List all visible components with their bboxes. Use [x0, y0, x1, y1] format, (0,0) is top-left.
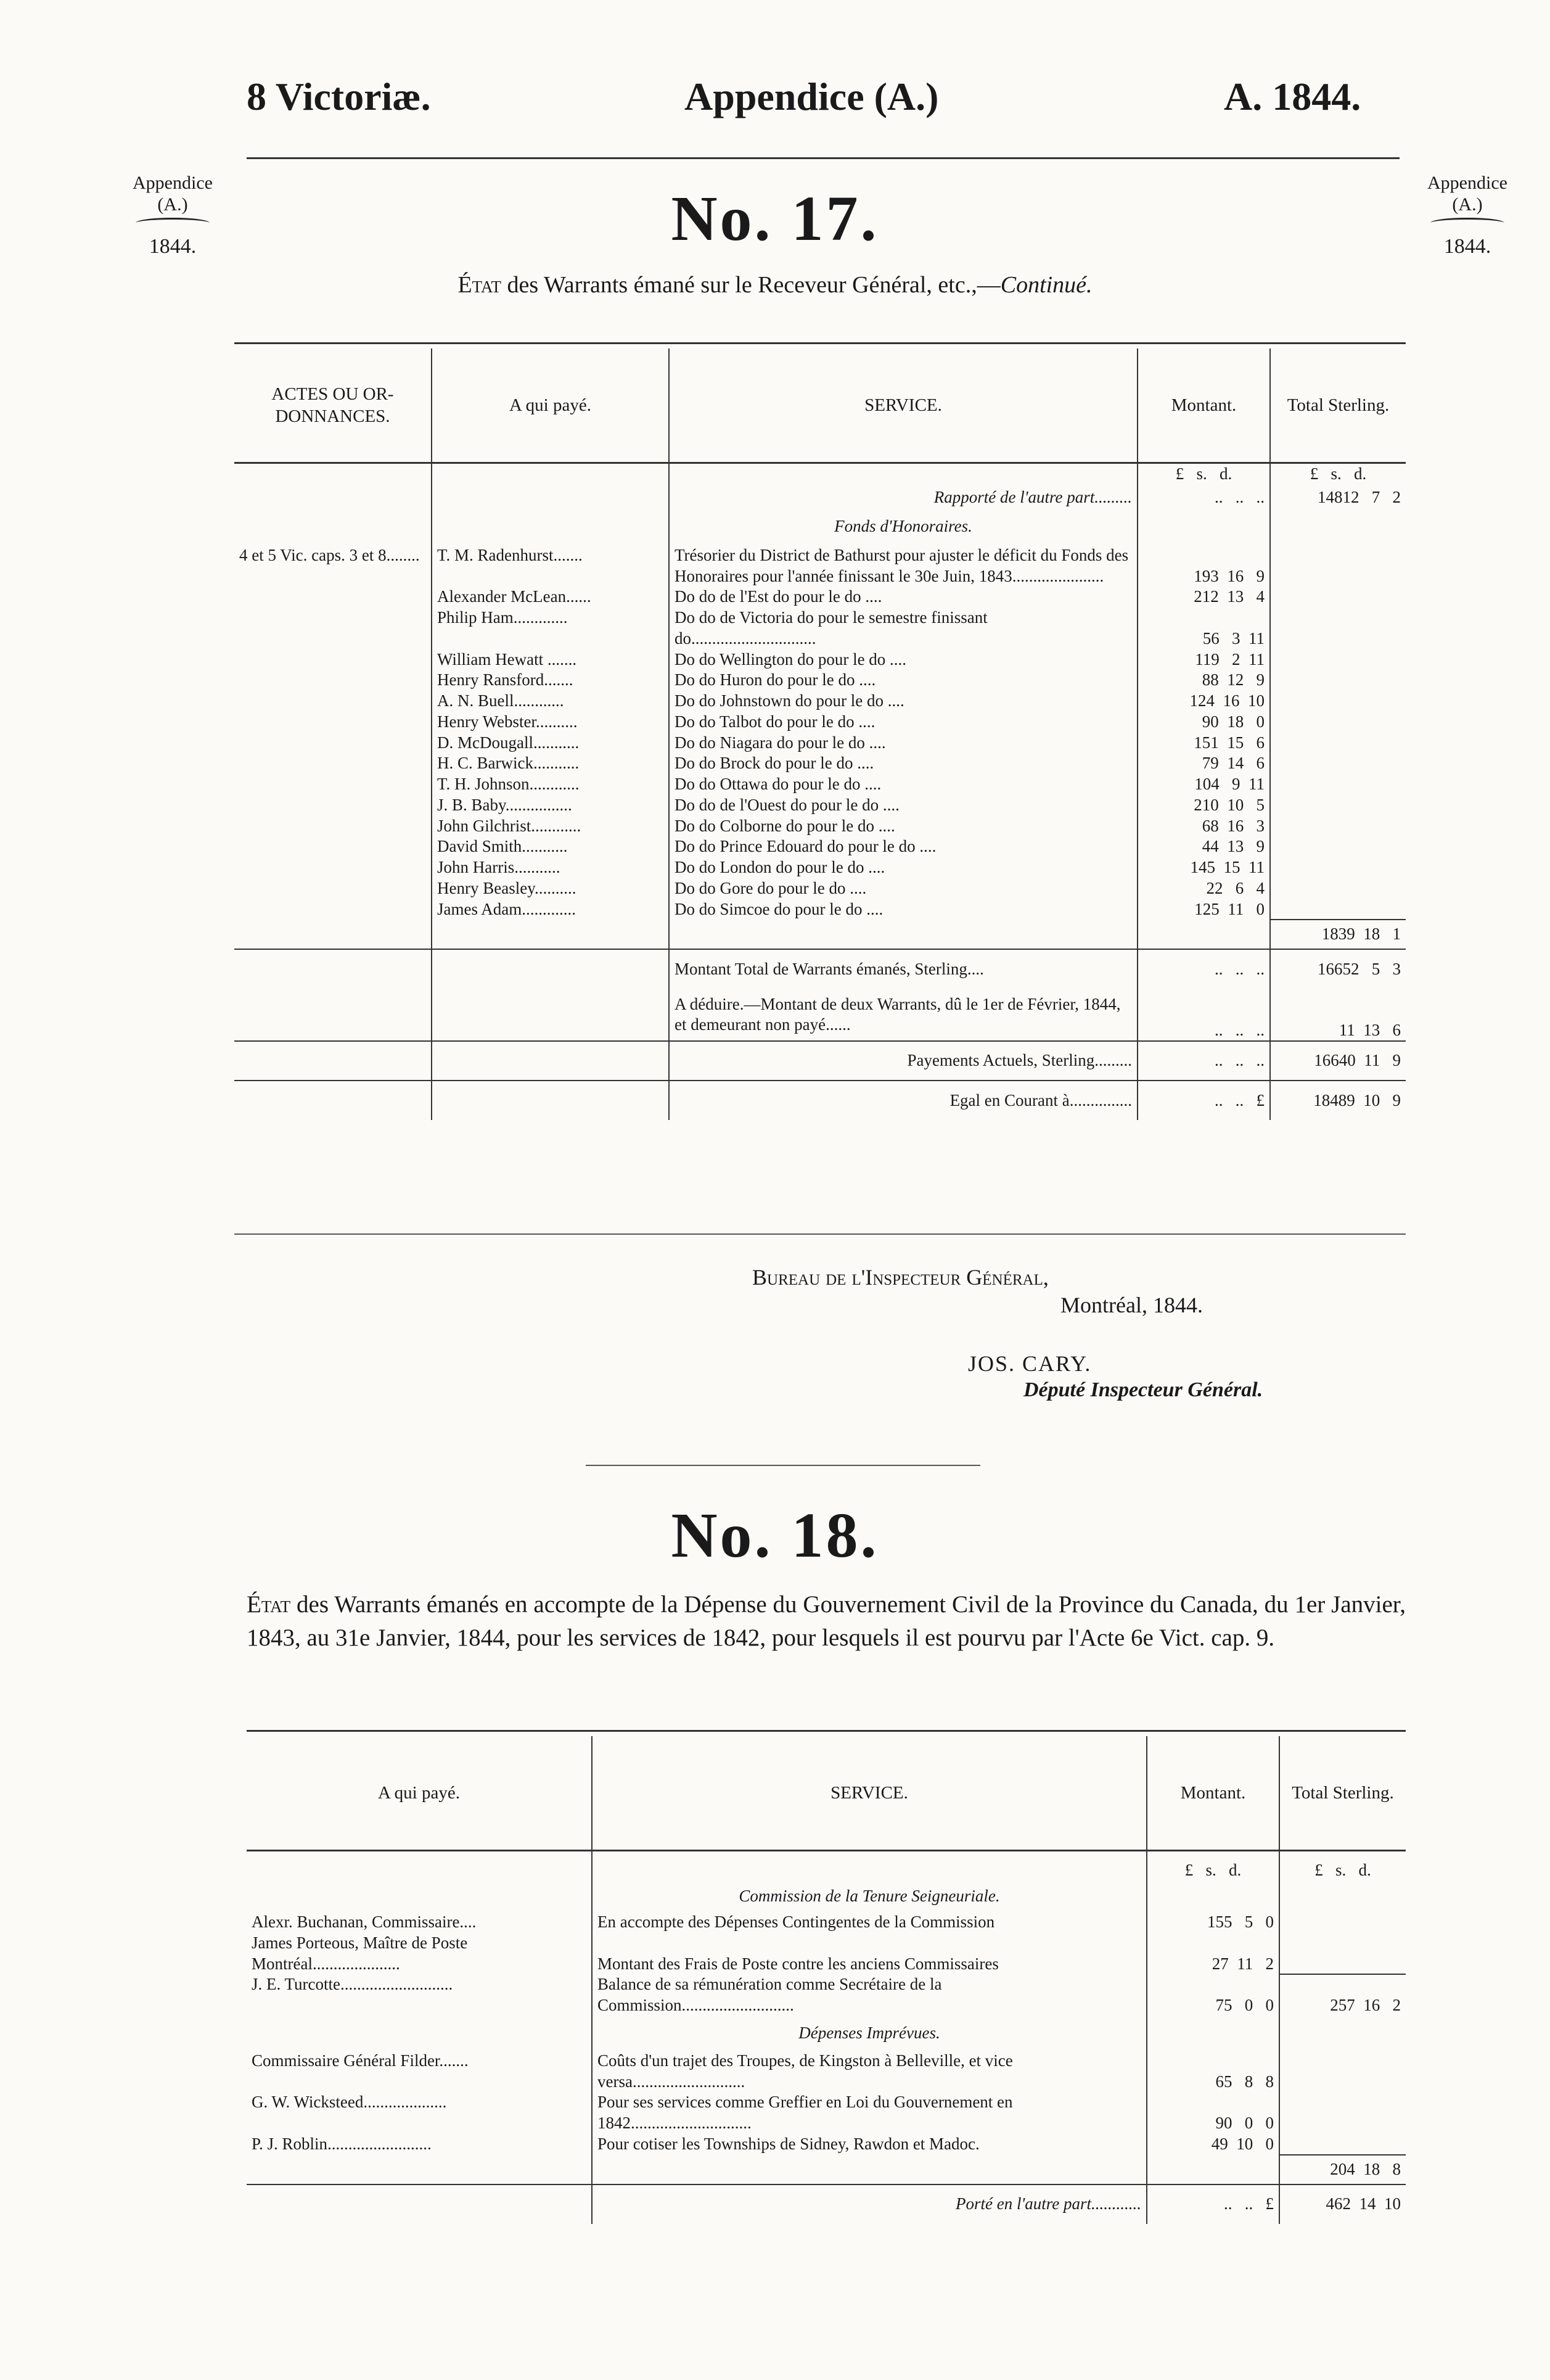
payee-name: Philip Ham............. — [432, 607, 669, 649]
section-18-title — [247, 1588, 1406, 1655]
payements-montant: .. .. .. — [1138, 1041, 1270, 1081]
section-divider — [586, 1465, 980, 1466]
amount: 68 16 3 — [1138, 816, 1270, 837]
service-description: Do do Talbot do pour le do .... — [669, 712, 1138, 733]
depenses-heading: Dépenses Imprévues. — [592, 2016, 1147, 2051]
header-year: A. 1844. — [1224, 75, 1361, 118]
amount: 212 13 4 — [1138, 587, 1270, 607]
side-right-year: 1844. — [1443, 235, 1491, 258]
service-description: Do do Simcoe do pour le do .... — [669, 899, 1138, 920]
payements-value: 16640 11 9 — [1270, 1041, 1406, 1081]
payee-name: Henry Beasley.......... — [432, 878, 669, 899]
porte-montant: .. .. £ — [1147, 2184, 1279, 2224]
payee-name: T. M. Radenhurst....... — [432, 545, 669, 587]
section-17-title-lead: État — [457, 272, 501, 298]
acte-reference: 4 et 5 Vic. caps. 3 et 8........ — [234, 545, 432, 587]
table-17-top-rule — [234, 342, 1406, 344]
payee-name: Henry Webster.......... — [432, 712, 669, 733]
header-appendix: Appendice (A.) — [684, 75, 939, 118]
payee-name: David Smith........... — [432, 836, 669, 857]
amount: 151 15 6 — [1138, 733, 1270, 754]
montant-total-label: Montant Total de Warrants émanés, Sterling.... — [669, 949, 1138, 989]
col-service-header: SERVICE. — [592, 1736, 1147, 1850]
rapporte-total: 14812 7 2 — [1318, 488, 1401, 506]
section-18-title-text: des Warrants émanés en accompte de la Dépense du Gouvernement Civil de la Province du Canada, du 1er Janvier, 1843, au 31e Janvier, 1844, pour les services de 1842, pour lesquels il est pourvu par l'Acte 6e Vict. cap. 9. — [247, 1591, 1406, 1651]
payements-label: Payements Actuels, Sterling......... — [669, 1041, 1138, 1081]
amount: 90 0 0 — [1147, 2092, 1279, 2134]
table-18 — [247, 1736, 1406, 2224]
service-description: Do do London do pour le do .... — [669, 857, 1138, 878]
section-17-title — [0, 271, 1550, 299]
amount: 119 2 11 — [1138, 649, 1270, 670]
rapporte-montant: .. .. .. — [1138, 487, 1270, 508]
payee-name: D. McDougall........... — [432, 733, 669, 754]
payee-name: T. H. Johnson............ — [432, 774, 669, 795]
amount: 27 11 2 — [1147, 1933, 1279, 1975]
porte-label: Porté en l'autre part............ — [592, 2184, 1147, 2224]
amount: 90 18 0 — [1138, 712, 1270, 733]
service-description: Do do de Victoria do pour le semestre finissant do.............................. — [669, 607, 1138, 649]
col-total-header: Total Sterling. — [1279, 1736, 1406, 1850]
amount: 22 6 4 — [1138, 878, 1270, 899]
service-description: Pour cotiser les Townships de Sidney, Rawdon et Madoc. — [592, 2134, 1147, 2155]
payee-name: James Adam............. — [432, 899, 669, 920]
amount: 75 0 0 — [1147, 1974, 1279, 2016]
service-description: Pour ses services comme Greffier en Loi du Gouvernement en 1842............................. — [592, 2092, 1147, 2134]
payee-name: P. J. Roblin......................... — [247, 2134, 592, 2155]
amount: 88 12 9 — [1138, 670, 1270, 691]
payee-name: Commissaire Général Filder....... — [247, 2051, 592, 2093]
deduire-label: A déduire.—Montant de deux Warrants, dû le 1er de Février, 1844, et demeurant non payé...... — [669, 989, 1138, 1041]
amount: 79 14 6 — [1138, 753, 1270, 774]
montant-currency: £ s. d. — [1138, 463, 1270, 487]
payee-name: William Hewatt ....... — [432, 649, 669, 670]
deduire-montant: .. .. .. — [1138, 989, 1270, 1041]
payee-name: James Porteous, Maître de Poste Montréal..................... — [247, 1933, 592, 1975]
service-description: Do do Brock do pour le do .... — [669, 753, 1138, 774]
egal-value: 18489 10 9 — [1270, 1081, 1406, 1120]
section-17-title-continued: Continué. — [1000, 272, 1093, 298]
side-right-line1: Appendice — [1427, 173, 1507, 193]
payee-name: Alexander McLean...... — [432, 587, 669, 607]
egal-label: Egal en Courant à............... — [669, 1081, 1138, 1120]
table-17-bottom-rule — [234, 1233, 1406, 1235]
signature-bureau — [752, 1264, 1049, 1290]
amount: 210 10 5 — [1138, 795, 1270, 816]
amount: 155 5 0 — [1147, 1912, 1279, 1933]
section-17-title-text: des Warrants émané sur le Receveur Général, etc.,— — [501, 272, 1001, 298]
payee-name: J. E. Turcotte........................... — [247, 1974, 592, 2016]
payee-name: John Harris........... — [432, 857, 669, 878]
montant-currency: £ s. d. — [1147, 1850, 1279, 1881]
group1-total: 257 16 2 — [1279, 1974, 1406, 2016]
porte-total: 462 14 10 — [1279, 2184, 1406, 2224]
total-currency: £ s. d. — [1310, 464, 1367, 483]
service-description: Do do Ottawa do pour le do .... — [669, 774, 1138, 795]
service-description: Coûts d'un trajet des Troupes, de Kingston à Belleville, et vice versa........................... — [592, 2051, 1147, 2093]
service-description: En accompte des Dépenses Contingentes de la Commission — [592, 1912, 1147, 1933]
amount: 104 9 11 — [1138, 774, 1270, 795]
montant-total-value: 16652 5 3 — [1270, 949, 1406, 989]
col-service-header: SERVICE. — [669, 348, 1138, 463]
payee-name: John Gilchrist............ — [432, 816, 669, 837]
col-qui-header: A qui payé. — [247, 1736, 592, 1850]
section-18-title-lead: État — [247, 1591, 291, 1618]
payee-name: Henry Ransford....... — [432, 670, 669, 691]
service-description: Do do Prince Edouard do pour le do .... — [669, 836, 1138, 857]
col-montant-header: Montant. — [1147, 1736, 1279, 1850]
egal-montant: .. .. £ — [1138, 1081, 1270, 1120]
header-volume: 8 Victoriæ. — [247, 75, 431, 118]
col-qui-header: A qui payé. — [432, 348, 669, 463]
amount: 44 13 9 — [1138, 836, 1270, 857]
service-description: Do do Huron do pour le do .... — [669, 670, 1138, 691]
col-actes-header: ACTES OU OR-DONNANCES. — [234, 348, 432, 463]
payee-name: Alexr. Buchanan, Commissaire.... — [247, 1912, 592, 1933]
table-18-top-rule — [247, 1730, 1406, 1732]
payee-name: G. W. Wicksteed.................... — [247, 2092, 592, 2134]
amount: 193 16 9 — [1138, 545, 1270, 587]
service-description: Do do Colborne do pour le do .... — [669, 816, 1138, 837]
header-rule — [247, 157, 1400, 159]
side-left-year: 1844. — [149, 235, 197, 258]
total-currency: £ s. d. — [1314, 1861, 1371, 1880]
service-description: Do do Niagara do pour le do .... — [669, 733, 1138, 754]
rapporte-label: Rapporté de l'autre part......... — [669, 487, 1138, 508]
signature-bureau-text: Bureau de l'Inspecteur Général, — [752, 1265, 1049, 1290]
amount: 125 11 0 — [1138, 899, 1270, 920]
deduire-value: 11 13 6 — [1339, 1020, 1401, 1039]
amount: 56 3 11 — [1138, 607, 1270, 649]
amount: 145 15 11 — [1138, 857, 1270, 878]
service-description: Montant des Frais de Poste contre les anciens Commissaires — [592, 1933, 1147, 1975]
service-description: Do do Wellington do pour le do .... — [669, 649, 1138, 670]
signature-title: Député Inspecteur Général. — [1023, 1378, 1263, 1401]
group2-total: 204 18 8 — [1279, 2155, 1406, 2184]
service-description: Balance de sa rémunération comme Secrétaire de la Commission........................... — [592, 1974, 1147, 2016]
section-18-number: No. 18. — [671, 1500, 879, 1571]
payee-name: A. N. Buell............ — [432, 691, 669, 712]
service-description: Do do Gore do pour le do .... — [669, 878, 1138, 899]
service-description: Trésorier du District de Bathurst pour ajuster le déficit du Fonds des Honoraires pour l'année finissant le 30e Juin, 1843...................... — [669, 545, 1138, 587]
montant-total-montant: .. .. .. — [1138, 949, 1270, 989]
fonds-heading: Fonds d'Honoraires. — [669, 508, 1138, 545]
signature-place: Montréal, 1844. — [1060, 1293, 1203, 1317]
signature-name: JOS. CARY. — [968, 1351, 1092, 1376]
service-description: Do do de l'Ouest do pour le do .... — [669, 795, 1138, 816]
payee-name: H. C. Barwick........... — [432, 753, 669, 774]
side-right-line2: (A.) — [1452, 194, 1483, 215]
section-17-number: No. 17. — [671, 183, 879, 254]
payee-name: J. B. Baby................ — [432, 795, 669, 816]
side-left-line2: (A.) — [157, 194, 188, 215]
amount: 49 10 0 — [1147, 2134, 1279, 2155]
commission-heading: Commission de la Tenure Seigneuriale. — [592, 1881, 1147, 1912]
subtotal-honoraires: 1839 18 1 — [1270, 920, 1406, 949]
amount: 65 8 8 — [1147, 2051, 1279, 2093]
side-left-line1: Appendice — [133, 173, 213, 193]
service-description: Do do Johnstown do pour le do .... — [669, 691, 1138, 712]
service-description: Do do de l'Est do pour le do .... — [669, 587, 1138, 607]
col-total-header: Total Sterling. — [1270, 348, 1406, 463]
amount: 124 16 10 — [1138, 691, 1270, 712]
col-montant-header: Montant. — [1138, 348, 1270, 463]
table-17 — [234, 348, 1406, 1120]
